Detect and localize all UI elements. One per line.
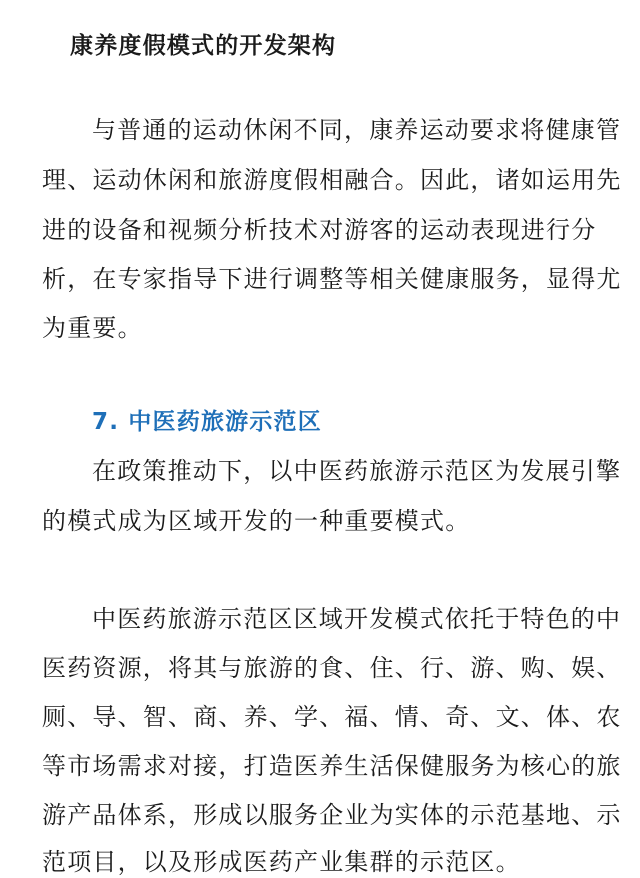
- paragraph-3-line: 中医药旅游示范区区域开发模式依托于特色的中: [92, 605, 622, 633]
- paragraph-3-line: 等市场需求对接，打造医养生活保健服务为核心的旅: [42, 752, 622, 780]
- paragraph-2-line: 的模式成为区域开发的一种重要模式。: [42, 507, 471, 535]
- paragraph-1-line: 理、运动休闲和旅游度假相融合。因此，诸如运用先: [42, 166, 622, 194]
- paragraph-1-line: 进的设备和视频分析技术对游客的运动表现进行分: [42, 216, 597, 244]
- paragraph-1-line: 为重要。: [42, 314, 143, 342]
- paragraph-3-line: 医药资源，将其与旅游的食、住、行、游、购、娱、: [42, 654, 622, 682]
- paragraph-3-line: 游产品体系，形成以服务企业为实体的示范基地、示: [42, 801, 622, 829]
- article-heading: 康养度假模式的开发架构: [70, 33, 337, 59]
- paragraph-1-line: 析，在专家指导下进行调整等相关健康服务，显得尤: [42, 265, 622, 293]
- paragraph-1-line: 与普通的运动休闲不同，康养运动要求将健康管: [92, 116, 622, 144]
- paragraph-3-line: 范项目，以及形成医药产业集群的示范区。: [42, 848, 521, 876]
- paragraph-3-line: 厕、导、智、商、养、学、福、情、奇、文、体、农: [42, 703, 622, 731]
- section-title: 7. 中医药旅游示范区: [92, 409, 322, 435]
- paragraph-2-line: 在政策推动下，以中医药旅游示范区为发展引擎: [92, 457, 622, 485]
